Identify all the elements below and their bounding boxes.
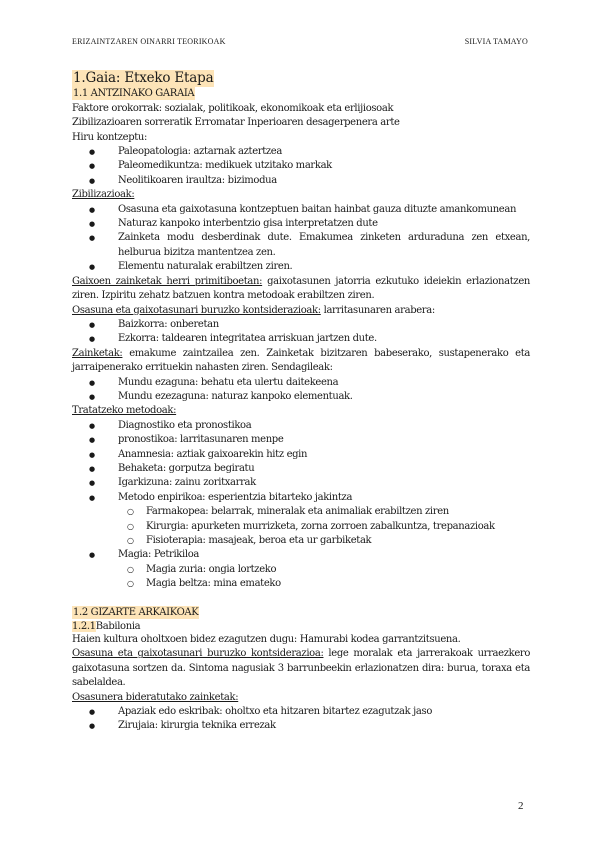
list-item: ● Paleomedikuntza: medikuek utzitako markak [72, 159, 530, 173]
list-item: ● Elementu naturalak erabiltzen ziren. [72, 260, 530, 274]
header-course-title: ERIZAINTZAREN OINARRI TEORIKOAK [72, 37, 226, 46]
subheading-tratatzeko-metodoak: Tratatzeko metodoak: [72, 405, 177, 417]
section-title-antzinako-garaia: 1.1 ANTZINAKO GARAIA [73, 88, 195, 100]
inline-label: Gaixoen zainketak herri primitiboetan: [72, 275, 263, 287]
list-item: ● Magia: Petrikiloa [72, 548, 530, 562]
empirical-methods-list [72, 505, 530, 548]
sendagileak-list [72, 376, 530, 405]
list-item: ● Igarkizuna: zainu zoritxarrak [72, 476, 530, 490]
inline-label: Osasuna eta gaixotasunari buruzko kontsiderazioa: [72, 648, 324, 660]
paragraph [72, 347, 530, 376]
list-item: ● Baizkorra: onberetan [72, 318, 530, 332]
list-item: ● Mundu ezezaguna: naturaz kanpoko elementuak. [72, 390, 530, 404]
inline-label: Zainketak: [72, 347, 123, 359]
babilonia-care-list [72, 705, 530, 734]
magia-list [72, 548, 530, 562]
paragraph: Haien kultura oholtxoen bidez ezagutzen dugu: Hamurabi kodea garrantzitsuena. [72, 634, 461, 646]
page-header [72, 37, 528, 49]
list-item: ● Paleopatologia: aztarnak aztertzea [72, 145, 530, 159]
inline-text: lege moralak eta jarrerakoak urraezkero gaixotasuna sortzen da. Sintoma nagusiak 3 barrunbeekin erlazionatzen dira: burua, toraxa eta sabelaldea. [72, 648, 530, 689]
list-item: ● Zirujaia: kirurgia teknika errezak [72, 719, 530, 733]
inline-label: Osasuna eta gaixotasunari buruzko kontsiderazioak: [72, 304, 321, 316]
subsection-title-babilonia [72, 620, 530, 633]
list-item: ● Zainketa modu desberdinak dute. Emakumea zinketen arduraduna zen etxean, helburua bizitza mantentzea zen. [72, 231, 530, 260]
list-item: ● Anamnesia: aztiak gaixoarekin hitz egin [72, 448, 530, 462]
list-item: ● Behaketa: gorputza begiratu [72, 462, 530, 476]
magia-sub-list [72, 563, 530, 592]
list-item: ● Naturaz kanpoko interbentzio gisa interpretatzen dute [72, 217, 530, 231]
methods-list [72, 419, 530, 505]
page-number: 2 [518, 800, 524, 812]
header-author: SILVIA TAMAYO [464, 37, 528, 46]
paragraph [72, 647, 530, 690]
chapter-title: 1.Gaia: Etxeko Etapa [73, 70, 214, 86]
list-item: ○ Kirurgia: apurketen murrizketa, zorna zorroen zabalkuntza, trepanazioak [72, 520, 530, 534]
list-item: ● pronostikoa: larritasunaren menpe [72, 433, 530, 447]
paragraph: Hiru kontzeptu: [72, 131, 148, 143]
zibilizazioak-list [72, 203, 530, 275]
paragraph: Faktore orokorrak: sozialak, politikoak, ekonomikoak eta erlijiosoak [72, 102, 394, 114]
subheading-zibilizazioak: Zibilizazioak: [72, 189, 135, 201]
concepts-list [72, 145, 530, 188]
list-item: ○ Farmakopea: belarrak, mineralak eta animaliak erabiltzen ziren [72, 505, 530, 519]
list-item: ● Apaziak edo eskribak: oholtxo eta hitzaren bitartez ezagutzak jaso [72, 705, 530, 719]
osasuna-list [72, 318, 530, 347]
list-item: ● Ezkorra: taldearen integritatea arriskuan jartzen dute. [72, 332, 530, 346]
list-item: ○ Fisioterapia: masajeak, beroa eta ur garbiketak [72, 534, 530, 548]
inline-text: emakume zaintzailea zen. Zainketak bizitzaren babeserako, sustapenerako eta jarraipenerako errituekin nahasten ziren. Sendagileak: [72, 347, 530, 374]
inline-text: larritasunaren arabera: [320, 304, 435, 316]
subsection-name: Babilonia [95, 621, 141, 633]
list-item: ● Osasuna eta gaixotasuna kontzeptuen baitan hainbat gauza dituzte amankomunean [72, 203, 530, 217]
subheading-zainketak: Osasunera bideratutako zainketak: [72, 691, 239, 703]
list-item: ● Neolitikoaren iraultza: bizimodua [72, 174, 530, 188]
paragraph [72, 304, 530, 318]
subsection-number: 1.2.1 [72, 621, 96, 633]
list-item: ○ Magia beltza: mina emateko [72, 577, 530, 591]
paragraph [72, 275, 530, 304]
list-item: ● Diagnostiko eta pronostikoa [72, 419, 530, 433]
inline-text: gaixotasunen jatorria ezkutuko ideiekin erlazionatzen ziren. Izpiritu zehatz batzuen kontra metodoak erabiltzen ziren. [72, 275, 530, 302]
document-body [72, 70, 530, 734]
list-item: ○ Magia zuria: ongia lortzeko [72, 563, 530, 577]
paragraph: Zibilizazioaren sorreratik Erromatar Inperioaren desagerpenera arte [72, 117, 400, 129]
list-item: ● Metodo enpirikoa: esperientzia bitarteko jakintza [72, 491, 530, 505]
section-title-gizarte-arkaikoak: 1.2 GIZARTE ARKAIKOAK [73, 606, 199, 618]
list-item: ● Mundu ezaguna: behatu eta ulertu daitekeena [72, 376, 530, 390]
